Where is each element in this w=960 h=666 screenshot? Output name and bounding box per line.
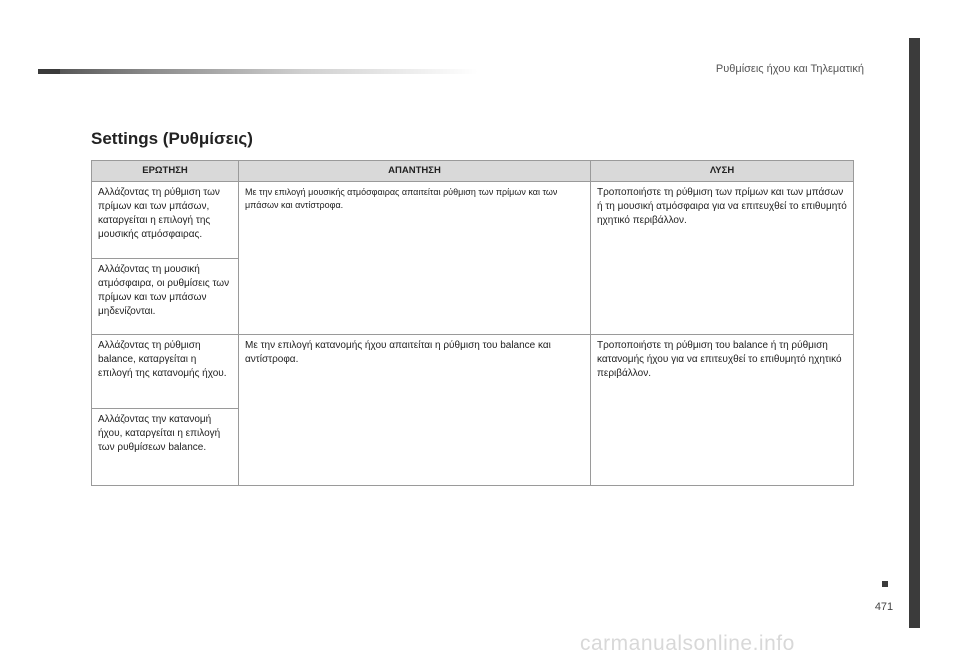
answer-cell: Με την επιλογή κατανομής ήχου απαιτείται η ρύθμιση του balance και αντίστροφα. — [239, 335, 591, 486]
faq-table — [91, 160, 854, 486]
section-title: Settings (Ρυθμίσεις) — [91, 129, 253, 148]
solution-cell: Τροποποιήστε τη ρύθμιση των πρίμων και των μπάσων ή τη μουσική ατμόσφαιρα για να επιτευχθεί το επιθυμητό ηχητικό περιβάλλον. — [591, 182, 854, 335]
header-bar-accent — [38, 69, 60, 74]
table-row — [92, 335, 854, 409]
page-marker-square — [882, 581, 888, 587]
solution-cell: Τροποποιήστε τη ρύθμιση του balance ή τη ρύθμιση κατανομής ήχου για να επιτευχθεί το επιθυμητό ηχητικό περιβάλλον. — [591, 335, 854, 486]
column-header-answer: ΑΠΑΝΤΗΣΗ — [239, 161, 591, 182]
answer-cell: Με την επιλογή μουσικής ατμόσφαιρας απαιτείται ρύθμιση των πρίμων και των μπάσων και αντίστροφα. — [239, 182, 591, 335]
question-cell: Αλλάζοντας τη ρύθμιση balance, καταργείται η επιλογή της κατανομής ήχου. — [92, 335, 239, 409]
chapter-side-strip — [909, 38, 920, 628]
question-cell: Αλλάζοντας τη μουσική ατμόσφαιρα, οι ρυθμίσεις των πρίμων και των μπάσων μηδενίζονται. — [92, 259, 239, 335]
header-gradient-bar — [38, 69, 478, 74]
page-number: 471 — [874, 601, 894, 613]
table-header-row — [92, 161, 854, 182]
question-cell: Αλλάζοντας τη ρύθμιση των πρίμων και των μπάσων, καταργείται η επιλογή της μουσικής ατμόσφαιρας. — [92, 182, 239, 259]
question-cell: Αλλάζοντας την κατανομή ήχου, καταργείται η επιλογή των ρυθμίσεων balance. — [92, 409, 239, 486]
running-header-title: Ρυθμίσεις ήχου και Τηλεματική — [715, 63, 864, 75]
column-header-solution: ΛΥΣΗ — [591, 161, 854, 182]
column-header-question: ΕΡΩΤΗΣΗ — [92, 161, 239, 182]
site-watermark: carmanualsonline.info — [580, 632, 795, 655]
table-row — [92, 182, 854, 259]
